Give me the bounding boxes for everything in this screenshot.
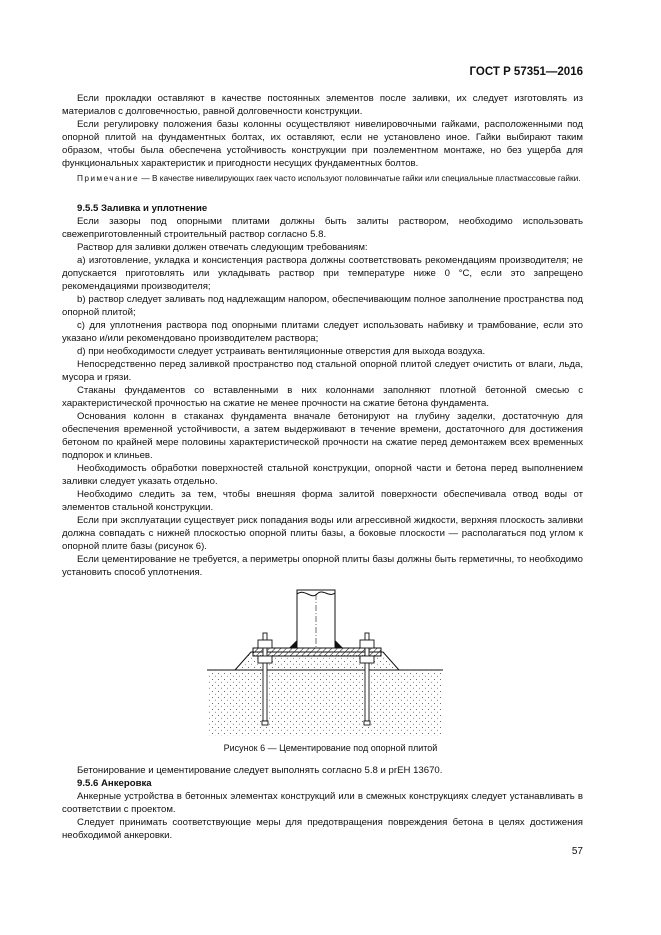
bolt-end-left — [262, 721, 268, 725]
section-9-5-5 — [62, 202, 583, 579]
bolt-end-right — [364, 721, 370, 725]
note-text: — В качестве нивелирующих гаек часто используют половинчатые гайки или специальные пластмассовые гайки. — [139, 173, 581, 183]
list-item: b) раствор следует заливать под надлежащим напором, обеспечивающим полное заполнение пространства под опорной плитой; — [62, 294, 583, 318]
paragraph: Раствор для заливки должен отвечать следующим требованиям: — [77, 242, 368, 253]
section-heading: 9.5.6 Анкеровка — [77, 778, 152, 789]
paragraph: Если при эксплуатации существует риск попадания воды или агрессивной жидкости, верхняя плоскость заливки должна совпадать с нижней плоскостью опорной плиты базы, а боковые плоскости — располагаться под углом к опорной плите базы (рисунок 6). — [62, 515, 583, 552]
nut-right-top — [360, 640, 374, 648]
note-paragraph — [62, 173, 583, 184]
paragraph: Основания колонн в стаканах фундамента вначале бетонируют на глубину заделки, достаточную для обеспечения временной устойчивости, а затем выдерживают в течение времени, достаточного для достижения бетоном по крайней мере половины характеристической прочности на сжатие перед демонтажем всех временных подпорок и клиньев. — [62, 411, 583, 461]
paragraph: Если зазоры под опорными плитами должны быть залиты раствором, необходимо использовать свежеприготовленный строительный раствор согласно 5.8. — [62, 216, 583, 240]
paragraph: Если регулировку положения базы колонны осуществляют нивелировочными гайками, расположенными под опорной плитой на фундаментных болтах, их оставляют, если не установлено иное. Гайки выбирают таким образом, чтобы была обеспечена устойчивость конструкции при поэлементном монтаже, но без ущерба для функциональных характеристик и пригодности несущих фундаментных болтов. — [62, 119, 583, 169]
list-item: c) для уплотнения раствора под опорными плитами следует использовать набивку и трамбование, если это указано и/или рекомендовано производителем раствора; — [62, 320, 583, 344]
paragraph: Стаканы фундаментов со вставленными в них колоннами заполняют плотной бетонной смесью с характеристической прочностью на сжатие не менее прочности на сжатие бетона фундамента. — [62, 385, 583, 409]
weld-left — [289, 640, 297, 648]
paragraph: Необходимо следить за тем, чтобы внешняя форма залитой поверхности обеспечивала отвод воды от элементов стальной конструкции. — [62, 489, 583, 513]
base-plate — [253, 648, 381, 656]
paragraph: Анкерные устройства в бетонных элементах конструкций или в смежных конструкциях следует устанавливать в соответствии с проектом. — [62, 791, 583, 815]
paragraph: Непосредственно перед заливкой пространство под стальной опорной плитой следует очистить от влаги, льда, мусора и грязи. — [62, 359, 583, 383]
leveling-nut-left — [258, 656, 272, 663]
top-text — [62, 92, 583, 170]
leveling-nut-right — [360, 656, 374, 663]
paragraph: Бетонирование и цементирование следует выполнять согласно 5.8 и prEH 13670. — [77, 765, 443, 776]
note-block — [62, 173, 583, 184]
section-heading: 9.5.5 Заливка и уплотнение — [77, 203, 208, 214]
paragraph: Следует принимать соответствующие меры для предотвращения повреждения бетона в целях достижения необходимой анкеровки. — [62, 817, 583, 841]
nut-left-top — [258, 640, 272, 648]
paragraph: Если цементирование не требуется, а периметры опорной плиты базы должны быть герметичны, то необходимо установить способ уплотнения. — [62, 554, 583, 578]
concrete-foundation — [207, 670, 443, 736]
section-9-5-6 — [62, 764, 583, 842]
list-item: a) изготовление, укладка и консистенция раствора должны соответствовать рекомендациям производителя; не допускается приготовлять или укладывать раствор при температуре ниже 0 °С, если это запрещено рекомендациями производителя; — [62, 255, 583, 292]
paragraph: Если прокладки оставляют в качестве постоянных элементов после заливки, их следует изготовлять из материалов с долговечностью, равной долговечности конструкции. — [62, 93, 583, 117]
figure-caption: Рисунок 6 — Цементирование под опорной плитой — [223, 743, 438, 753]
weld-right — [335, 640, 343, 648]
paragraph: Необходимость обработки поверхностей стальной конструкции, опорной части и бетона перед выполнением заливки следует указать отдельно. — [62, 463, 583, 487]
page-number: 57 — [571, 846, 583, 857]
note-label: Примечание — [77, 173, 140, 183]
standard-number: ГОСТ Р 57351—2016 — [469, 66, 583, 78]
list-item: d) при необходимости следует устраивать вентиляционные отверстия для выхода воздуха. — [77, 346, 486, 357]
figure-6-drawing — [205, 588, 445, 736]
